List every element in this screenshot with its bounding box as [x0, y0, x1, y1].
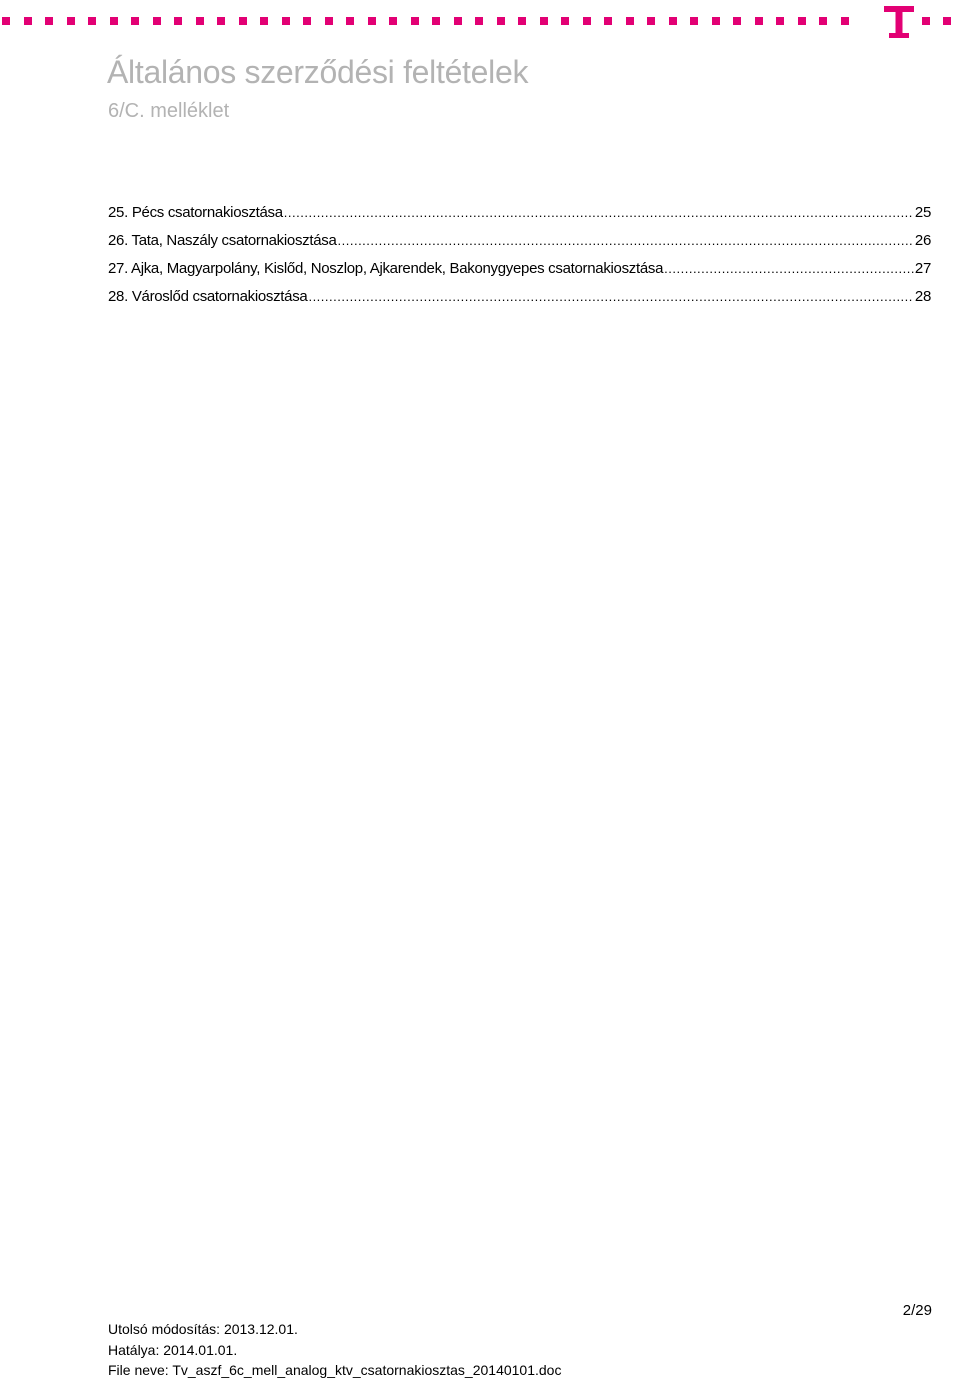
header-dot: [45, 17, 53, 25]
header-dot: [561, 17, 569, 25]
header-dot: [475, 17, 483, 25]
header-dot: [690, 17, 698, 25]
header-dot: [24, 17, 32, 25]
toc-entry[interactable]: [108, 204, 931, 232]
header-dot: [454, 17, 462, 25]
header-dot: [583, 17, 591, 25]
toc-leader: [284, 205, 914, 220]
header-dot: [282, 17, 290, 25]
toc-entry-title: 25. Pécs csatornakiosztása: [108, 204, 283, 221]
header-dot: [67, 17, 75, 25]
header-dot: [411, 17, 419, 25]
header-dot: [368, 17, 376, 25]
header-dot: [260, 17, 268, 25]
header-dot: [626, 17, 634, 25]
toc-entry-title: 27. Ajka, Magyarpolány, Kislőd, Noszlop, Ajkarendek, Bakonygyepes csatornakiosztása: [108, 260, 664, 277]
header-dot: [669, 17, 677, 25]
header-dot: [432, 17, 440, 25]
header-dot: [239, 17, 247, 25]
toc-entry-page: 28: [914, 288, 931, 305]
page-number: 2/29: [902, 1302, 932, 1319]
header-dot: [943, 17, 951, 25]
header-dot: [518, 17, 526, 25]
header-dot: [798, 17, 806, 25]
document-subtitle: 6/C. melléklet: [108, 100, 230, 122]
header-dot: [303, 17, 311, 25]
header-dot: [325, 17, 333, 25]
header-dot: [647, 17, 655, 25]
telekom-t-logo-icon: [884, 4, 914, 40]
toc-leader: [308, 289, 913, 304]
header-dot: [88, 17, 96, 25]
header-dot: [174, 17, 182, 25]
header-dot: [497, 17, 505, 25]
header-dot: [604, 17, 612, 25]
table-of-contents: [108, 204, 931, 316]
header-dot: [819, 17, 827, 25]
header-dot: [776, 17, 784, 25]
toc-leader: [338, 233, 914, 248]
header-dot: [196, 17, 204, 25]
header-dot: [733, 17, 741, 25]
header-dot: [217, 17, 225, 25]
toc-entry-page: 25: [914, 204, 931, 221]
header-dot: [2, 17, 10, 25]
header-dot: [841, 17, 849, 25]
header-dot-line: [0, 17, 870, 25]
header-dot: [131, 17, 139, 25]
toc-leader: [664, 261, 914, 276]
header-dot: [922, 17, 930, 25]
header-dot: [389, 17, 397, 25]
toc-entry-title: 28. Városlőd csatornakiosztása: [108, 288, 308, 305]
header-dot: [346, 17, 354, 25]
toc-entry[interactable]: [108, 288, 931, 316]
footer-effective-date: Hatálya: 2014.01.01.: [108, 1341, 238, 1358]
toc-entry-page: 26: [914, 232, 931, 249]
header-dot: [755, 17, 763, 25]
header-dot: [153, 17, 161, 25]
header-dot: [540, 17, 548, 25]
footer: [108, 1321, 561, 1383]
toc-entry-page: 27: [914, 260, 931, 277]
toc-entry-title: 26. Tata, Naszály csatornakiosztása: [108, 232, 337, 249]
document-title: Általános szerződési feltételek: [107, 54, 529, 90]
toc-entry[interactable]: [108, 232, 931, 260]
footer-last-modified: Utolsó módosítás: 2013.12.01.: [108, 1321, 298, 1337]
header-dot: [712, 17, 720, 25]
header-dot: [110, 17, 118, 25]
toc-entry[interactable]: [108, 260, 931, 288]
header-dot-line-end: [922, 17, 960, 25]
footer-filename: File neve: Tv_aszf_6c_mell_analog_ktv_csatornakiosztas_20140101.doc: [108, 1362, 562, 1378]
